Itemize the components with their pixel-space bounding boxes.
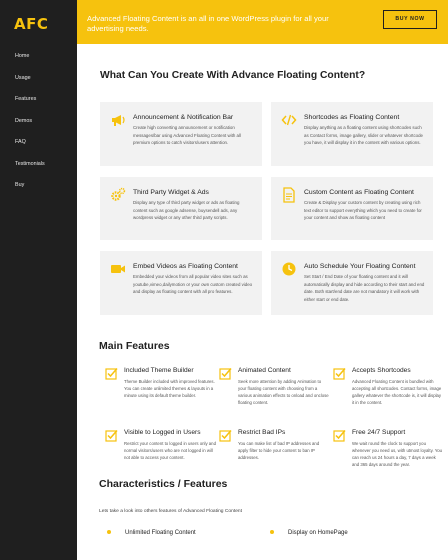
sidebar-nav bbox=[0, 46, 77, 197]
card-auto-schedule bbox=[271, 251, 433, 315]
card-shortcodes bbox=[271, 102, 433, 166]
feature-description: Theme Builder included with improved features. You can create unlimited themes & layouts in a minute using its default theme builder. bbox=[124, 379, 215, 398]
checkbox-check-icon bbox=[219, 367, 232, 380]
feature-description: Advanced Floating Content is bundled with accepting all shortcodes. Contact forms, image gallery whatever the shortcode is, it will display it in the content. bbox=[352, 379, 442, 405]
sidebar-item-testimonials[interactable]: Testimonials bbox=[15, 160, 45, 167]
checkbox-check-icon bbox=[105, 429, 118, 442]
feature-title: Accepts Shortcodes bbox=[352, 367, 411, 374]
video-icon bbox=[110, 261, 126, 277]
characteristic-label: Display on HomePage bbox=[288, 530, 348, 536]
sidebar-item-demos[interactable]: Demos bbox=[15, 117, 33, 124]
card-title: Third Party Widget & Ads bbox=[133, 189, 209, 196]
feature-description: Seek more attention by adding Animation to your floating content with choosing from a various animation effects to onload and onclose floating content. bbox=[238, 379, 329, 405]
checkbox-check-icon bbox=[333, 367, 346, 380]
site-logo[interactable] bbox=[14, 15, 48, 33]
card-title: Custom Content as Floating Content bbox=[304, 189, 414, 196]
card-announcement bbox=[100, 102, 262, 166]
card-description: Embedded your videos from all popular video sites such as youtube,vimeo,dailymotion or your own custom created video and display as floating content with all pro features. bbox=[133, 274, 253, 294]
sidebar-item-home[interactable]: Home bbox=[15, 53, 30, 59]
sidebar-item-usage[interactable]: Usage bbox=[15, 74, 31, 81]
sidebar-item-faq[interactable]: FAQ bbox=[15, 139, 26, 145]
sidebar-item-buy[interactable]: Buy bbox=[15, 182, 25, 188]
buy-now-button[interactable]: BUY NOW bbox=[383, 10, 437, 29]
top-banner bbox=[77, 0, 448, 44]
characteristics-intro: Lets take a look into others features of Advanced Floating Content bbox=[99, 509, 243, 514]
card-description: Display any type of third party widget or ads as floating content such as google adsense, buysendell ads, any wordpress widget or any other third party scripts. bbox=[133, 200, 240, 220]
card-title: Announcement & Notification Bar bbox=[133, 114, 234, 121]
feature-description: We wait round the clock to support you whenever you need us, with utmost loyalty. You can reach us 24 hours a day, 7 days a week and 365 days around the year. bbox=[352, 441, 442, 467]
bullet-dot-icon bbox=[270, 530, 274, 534]
characteristics-title: Characteristics / Features bbox=[99, 478, 228, 490]
main-content bbox=[77, 44, 448, 560]
card-description: Create high converting announcement or notification messages/bar using Advanced Floating Content with all premium options to catch visitors/users attention. bbox=[133, 125, 241, 145]
feature-title: Visible to Logged in Users bbox=[124, 429, 201, 436]
clock-icon bbox=[281, 261, 297, 277]
card-description: Set Start / End Date of your floating content and it will automatically display and hide according to their start and end date. Both start/end date are not mandatory it will work with either start or end date. bbox=[304, 274, 425, 302]
feature-title: Restrict Bad IPs bbox=[238, 429, 286, 436]
feature-title: Animated Content bbox=[238, 367, 291, 374]
card-custom-content bbox=[271, 177, 433, 240]
card-title: Auto Schedule Your Floating Content bbox=[304, 263, 416, 270]
feature-description: You can make list of bad IP addresses and apply filter to hide your content to ban IP addresses. bbox=[238, 441, 320, 460]
code-icon bbox=[281, 112, 297, 128]
capabilities-title: What Can You Create With Advance Floating Content? bbox=[100, 70, 366, 81]
main-features-title: Main Features bbox=[99, 340, 170, 352]
sidebar bbox=[0, 0, 77, 560]
card-description: Create & Display your custom content by creating using rich text editor to support everything which you need to create for your content and show as floating content bbox=[304, 200, 422, 220]
card-embed-videos bbox=[100, 251, 262, 315]
banner-text: Advanced Floating Content is an all in one WordPress plugin for all your advertising needs. bbox=[87, 14, 329, 33]
sidebar-item-features[interactable]: Features bbox=[15, 96, 37, 102]
feature-description: Restrict your content to logged in users only and normal visitors/users who are not logged in will not able to access your content. bbox=[124, 441, 216, 460]
checkbox-check-icon bbox=[333, 429, 346, 442]
document-icon bbox=[281, 187, 297, 203]
logo-text: AFC bbox=[14, 15, 49, 33]
feature-title: Included Theme Builder bbox=[124, 367, 194, 374]
characteristic-item bbox=[107, 530, 196, 536]
feature-title: Free 24/7 Support bbox=[352, 429, 406, 436]
characteristic-label: Unlimited Floating Content bbox=[125, 530, 196, 536]
checkbox-check-icon bbox=[105, 367, 118, 380]
card-title: Embed Videos as Floating Content bbox=[133, 263, 238, 270]
card-third-party bbox=[100, 177, 262, 240]
card-description: Display anything as a floating content using shortcodes such as Contact forms, image gallery, slider or whatever shortcode you have, it will display it in the content with various options. bbox=[304, 125, 424, 145]
gears-icon bbox=[110, 187, 126, 203]
card-title: Shortcodes as Floating Content bbox=[304, 114, 400, 121]
bullet-dot-icon bbox=[107, 530, 111, 534]
checkbox-check-icon bbox=[219, 429, 232, 442]
megaphone-icon bbox=[110, 112, 126, 128]
characteristic-item bbox=[270, 530, 348, 536]
